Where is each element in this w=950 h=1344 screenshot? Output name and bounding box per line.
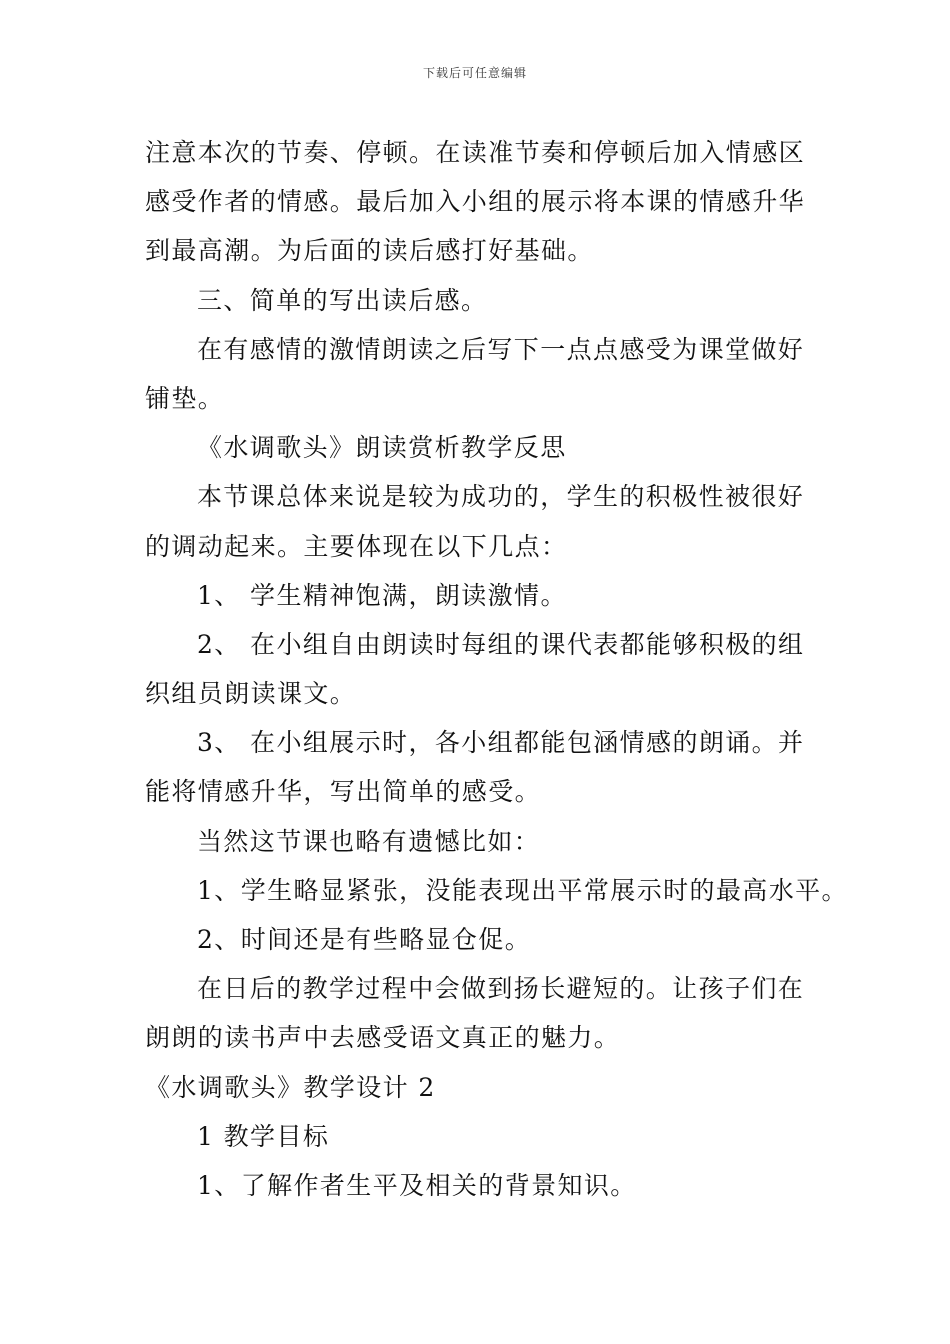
text-line: 织组员朗读课文。 bbox=[145, 679, 357, 709]
text-line: 铺垫。 bbox=[145, 383, 225, 413]
list-item: 1、 学生精神饱满，朗读激情。 bbox=[197, 580, 567, 610]
text-line: 注意本次的节奏、停顿。在读准节奏和停顿后加入情感区 bbox=[145, 138, 806, 167]
text-line: 到最高潮。为后面的读后感打好基础。 bbox=[145, 236, 594, 266]
document-body bbox=[145, 128, 848, 1210]
list-item: 2、时间还是有些略显仓促。 bbox=[197, 925, 532, 954]
section-heading: 1 教学目标 bbox=[197, 1121, 330, 1151]
text-line: 在日后的教学过程中会做到扬长避短的。让孩子们在 bbox=[197, 974, 805, 1004]
text-line: 感受作者的情感。最后加入小组的展示将本课的情感升华 bbox=[145, 187, 806, 217]
section-heading: 《水调歌头》朗读赏析教学反思 bbox=[197, 433, 567, 463]
text-line: 的调动起来。主要体现在以下几点： bbox=[145, 531, 568, 561]
list-item: 1、学生略显紧张，没能表现出平常展示时的最高水平。 bbox=[197, 875, 848, 905]
text-line: 能将情感升华，写出简单的感受。 bbox=[145, 777, 542, 807]
section-heading: 《水调歌头》教学设计 2 bbox=[145, 1072, 436, 1102]
text-line: 本节课总体来说是较为成功的，学生的积极性被很好 bbox=[197, 482, 805, 512]
list-item: 3、 在小组展示时，各小组都能包涵情感的朗诵。并 bbox=[197, 728, 805, 758]
page-header: 下载后可任意编辑 bbox=[422, 66, 527, 80]
text-line: 朗朗的读书声中去感受语文真正的魅力。 bbox=[145, 1023, 621, 1053]
list-item: 1、了解作者生平及相关的背景知识。 bbox=[197, 1170, 637, 1200]
text-line: 在有感情的激情朗读之后写下一点点感受为课堂做好 bbox=[197, 334, 805, 364]
list-item: 2、 在小组自由朗读时每组的课代表都能够积极的组 bbox=[197, 629, 805, 659]
section-heading: 三、简单的写出读后感。 bbox=[197, 285, 488, 315]
text-line: 当然这节课也略有遗憾比如： bbox=[197, 826, 541, 856]
